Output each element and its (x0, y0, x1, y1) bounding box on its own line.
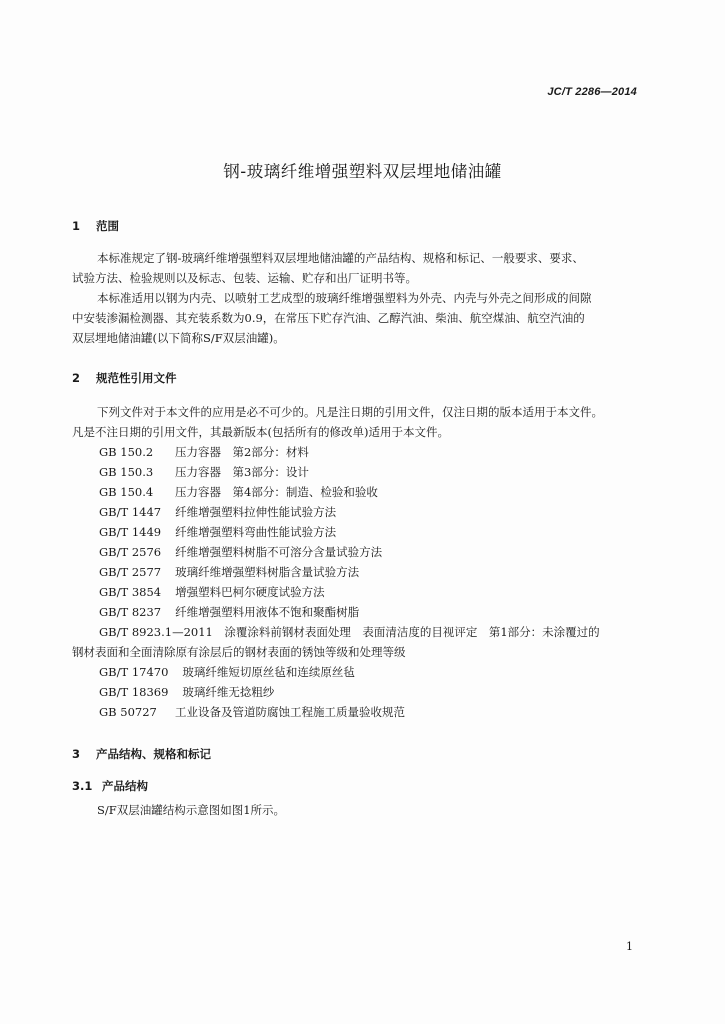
scope-para1-line2: 试验方法、检验规则以及标志、包装、运输、贮存和出厂证明书等。 (72, 271, 417, 285)
reference-item (99, 562, 359, 582)
section-number: 3.1 (72, 779, 93, 793)
long-reference-line1: GB/T 8923.1—2011 涂覆涂料前钢材表面处理 表面清洁度的目视评定 第1部分：未涂覆过的 (99, 625, 600, 639)
product-structure-text: S/F双层油罐结构示意图如图1所示。 (97, 803, 286, 817)
section-3-1-heading (72, 778, 148, 794)
reference-title: 工业设备及管道防腐蚀工程施工质量验收规范 (175, 705, 405, 719)
reference-item (99, 482, 378, 502)
refs-intro-line2: 凡是不注日期的引用文件，其最新版本(包括所有的修改单)适用于本文件。 (72, 425, 449, 439)
reference-code: GB/T 3854 (99, 585, 162, 599)
scope-para2-line2: 中安装渗漏检测器、其充装系数为0.9，在常压下贮存汽油、乙醇汽油、柴油、航空煤油、航空汽油的 (72, 311, 585, 325)
reference-item (99, 682, 274, 702)
reference-item (99, 582, 325, 602)
reference-code: GB/T 17470 (99, 665, 169, 679)
reference-title: 纤维增强塑料弯曲性能试验方法 (175, 525, 337, 539)
section-3-heading (72, 746, 211, 762)
reference-code: GB/T 18369 (99, 685, 169, 699)
reference-title: 玻璃纤维无捻粗纱 (182, 685, 275, 699)
reference-code: GB 50727 (99, 705, 157, 719)
section-title: 范围 (96, 219, 119, 233)
scope-para1-line1: 本标准规定了钢-玻璃纤维增强塑料双层埋地储油罐的产品结构、规格和标记、一般要求、要求、 (97, 251, 584, 265)
reference-code: GB/T 1449 (99, 525, 162, 539)
section-number: 2 (72, 371, 81, 385)
reference-title: 纤维增强塑料用液体不饱和聚酯树脂 (175, 605, 360, 619)
reference-code: GB 150.3 (99, 465, 154, 479)
reference-title: 玻璃纤维短切原丝毡和连续原丝毡 (182, 665, 355, 679)
reference-item (99, 502, 336, 522)
section-1-heading (72, 218, 119, 234)
reference-item (99, 602, 359, 622)
reference-title: 玻璃纤维增强塑料树脂含量试验方法 (175, 565, 360, 579)
standard-code: JC/T 2286—2014 (547, 86, 637, 98)
reference-code: GB/T 2576 (99, 545, 162, 559)
scope-para2-line1: 本标准适用以钢为内壳、以喷射工艺成型的玻璃纤维增强塑料为外壳、内壳与外壳之间形成的间隙 (97, 291, 592, 305)
reference-title: 压力容器 第3部分：设计 (175, 465, 309, 479)
long-reference-line2: 钢材表面和全面清除原有涂层后的钢材表面的锈蚀等级和处理等级 (72, 645, 406, 659)
reference-code: GB/T 8237 (99, 605, 162, 619)
section-number: 1 (72, 219, 81, 233)
reference-title: 压力容器 第4部分：制造、检验和验收 (175, 485, 378, 499)
page-number: 1 (626, 940, 633, 953)
reference-code: GB 150.4 (99, 485, 154, 499)
reference-item (99, 462, 309, 482)
section-number: 3 (72, 747, 81, 761)
reference-code: GB/T 1447 (99, 505, 162, 519)
reference-item (99, 522, 336, 542)
reference-item (99, 662, 355, 682)
refs-intro-line1: 下列文件对于本文件的应用是必不可少的。凡是注日期的引用文件，仅注日期的版本适用于本文件。 (97, 405, 603, 419)
section-2-heading (72, 370, 177, 386)
document-title: 钢-玻璃纤维增强塑料双层埋地储油罐 (223, 162, 502, 181)
reference-item (99, 442, 309, 462)
scope-para2-line3: 双层埋地储油罐(以下简称S/F双层油罐)。 (72, 331, 285, 345)
reference-title: 压力容器 第2部分：材料 (175, 445, 309, 459)
reference-item (99, 542, 382, 562)
reference-code: GB/T 2577 (99, 565, 162, 579)
reference-title: 增强塑料巴柯尔硬度试验方法 (175, 585, 325, 599)
section-title: 产品结构 (102, 779, 148, 793)
section-title: 产品结构、规格和标记 (96, 747, 211, 761)
reference-title: 纤维增强塑料树脂不可溶分含量试验方法 (175, 545, 383, 559)
section-title: 规范性引用文件 (96, 371, 177, 385)
reference-title: 纤维增强塑料拉伸性能试验方法 (175, 505, 337, 519)
reference-code: GB 150.2 (99, 445, 154, 459)
reference-item (99, 702, 405, 722)
